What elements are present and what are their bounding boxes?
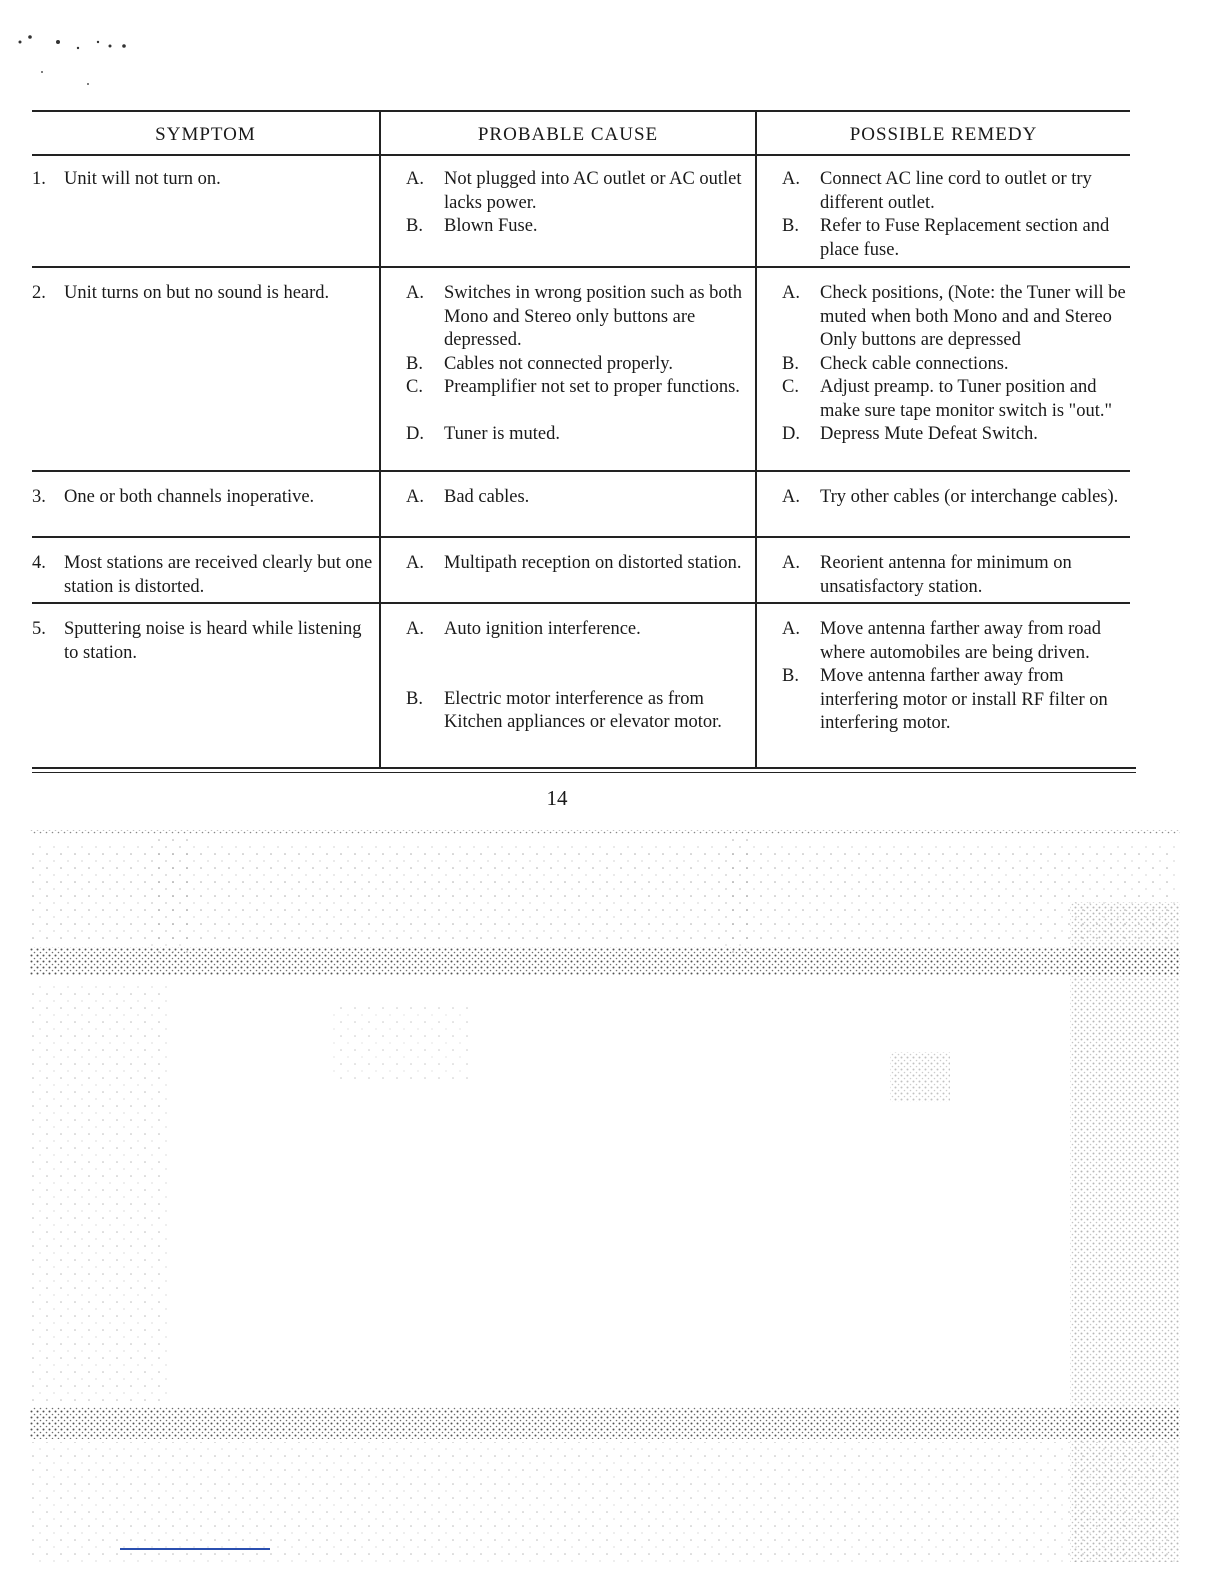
item-text: Preamplifier not set to proper functions.	[444, 377, 740, 397]
table-bottom-rule	[32, 767, 1136, 773]
remedy-item	[782, 168, 1127, 215]
header-possible-remedy: POSSIBLE REMEDY	[849, 124, 1038, 145]
item-text: Blown Fuse.	[444, 216, 538, 236]
remedy-item	[782, 618, 1127, 665]
troubleshooting-table	[32, 110, 1130, 733]
item-letter: B.	[782, 666, 799, 686]
item-text: Connect AC line cord to outlet or try different outlet.	[820, 169, 1092, 213]
cause-item	[406, 618, 751, 642]
item-letter: A.	[406, 487, 424, 507]
remedy-item	[782, 353, 1127, 377]
cause-cell	[406, 618, 751, 735]
item-text: Reorient antenna for minimum on unsatisfactory station.	[820, 553, 1072, 597]
item-letter: D.	[782, 424, 800, 444]
remedy-cell	[782, 552, 1127, 599]
table-row	[32, 604, 1130, 764]
symptom-text: Unit will not turn on.	[64, 169, 221, 189]
remedy-cell	[782, 486, 1127, 510]
item-letter: B.	[406, 353, 423, 374]
cause-item	[406, 552, 751, 576]
remedy-cell	[782, 282, 1127, 447]
symptom-number: 4.	[32, 553, 46, 573]
remedy-item	[782, 423, 1127, 447]
remedy-cell	[782, 618, 1127, 736]
item-text: Depress Mute Defeat Switch.	[820, 424, 1038, 444]
scan-noise-area	[30, 822, 1180, 1562]
cause-item	[406, 282, 751, 353]
item-text: Check cable connections.	[820, 353, 1009, 374]
item-letter: A.	[782, 169, 800, 189]
item-letter: D.	[406, 423, 424, 444]
cause-cell	[406, 168, 751, 239]
item-text: Move antenna farther away from road where automobiles are being driven.	[820, 619, 1101, 663]
item-text: Cables not connected properly.	[444, 353, 673, 374]
item-letter: A.	[406, 283, 424, 303]
item-letter: A.	[782, 487, 800, 507]
item-letter: C.	[782, 377, 799, 397]
cause-cell	[406, 552, 751, 576]
item-text: Multipath reception on distorted station.	[444, 553, 742, 573]
item-text: Check positions, (Note: the Tuner will be muted when both Mono and and Stereo Only buttons are depressed	[820, 283, 1126, 350]
item-letter: B.	[782, 216, 799, 236]
table-row	[32, 538, 1130, 604]
remedy-item	[782, 665, 1127, 736]
remedy-cell	[782, 168, 1127, 262]
item-text: Refer to Fuse Replacement section and place fuse.	[820, 216, 1110, 260]
item-letter: A.	[782, 553, 800, 573]
cause-item	[406, 688, 751, 735]
cause-item	[406, 376, 751, 400]
item-text: Tuner is muted.	[444, 423, 560, 444]
item-letter: A.	[406, 169, 424, 189]
item-letter: A.	[782, 283, 800, 303]
item-letter: C.	[406, 377, 423, 397]
table-header	[32, 112, 1130, 156]
symptom-text: One or both channels inoperative.	[64, 487, 315, 507]
remedy-item	[782, 282, 1127, 353]
item-letter: A.	[406, 553, 424, 573]
cause-item	[406, 215, 751, 239]
item-letter: A.	[406, 619, 424, 639]
table-row	[32, 472, 1130, 538]
symptom-text: Most stations are received clearly but one station is distorted.	[64, 553, 373, 597]
symptom-number: 2.	[32, 283, 46, 303]
cause-item	[406, 423, 751, 447]
symptom-number: 5.	[32, 619, 46, 639]
cause-item	[406, 168, 751, 215]
page-number: 14	[546, 786, 568, 810]
scan-specks	[0, 0, 200, 100]
table-row	[32, 268, 1130, 472]
remedy-item	[782, 486, 1127, 510]
symptom-text: Unit turns on but no sound is heard.	[64, 283, 330, 303]
item-text: Adjust preamp. to Tuner position and make sure tape monitor switch is "out."	[820, 377, 1113, 421]
item-letter: B.	[782, 353, 799, 374]
item-letter: A.	[782, 619, 800, 639]
cause-cell	[406, 486, 751, 510]
symptom-number: 1.	[32, 169, 46, 189]
item-text: Switches in wrong position such as both Mono and Stereo only buttons are depressed.	[444, 283, 743, 350]
symptom-number: 3.	[32, 487, 46, 507]
item-text: Not plugged into AC outlet or AC outlet lacks power.	[444, 169, 742, 213]
remedy-item	[782, 552, 1127, 599]
cause-cell	[406, 282, 751, 446]
item-text: Try other cables (or interchange cables).	[820, 487, 1119, 507]
cause-item	[406, 353, 751, 377]
item-letter: B.	[406, 688, 423, 709]
item-text: Bad cables.	[444, 487, 530, 507]
remedy-item	[782, 376, 1127, 423]
table-row	[32, 154, 1130, 268]
cause-item	[406, 486, 751, 510]
item-letter: B.	[406, 216, 423, 236]
symptom-text: Sputtering noise is heard while listening to station.	[64, 619, 362, 663]
item-text: Auto ignition interference.	[444, 619, 641, 639]
item-text: Move antenna farther away from interfering motor or install RF filter on interfering motor.	[820, 666, 1108, 733]
header-probable-cause: PROBABLE CAUSE	[477, 124, 659, 145]
item-text: Electric motor interference as from Kitchen appliances or elevator motor.	[444, 688, 722, 732]
header-symptom: SYMPTOM	[155, 124, 256, 145]
remedy-item	[782, 215, 1127, 262]
